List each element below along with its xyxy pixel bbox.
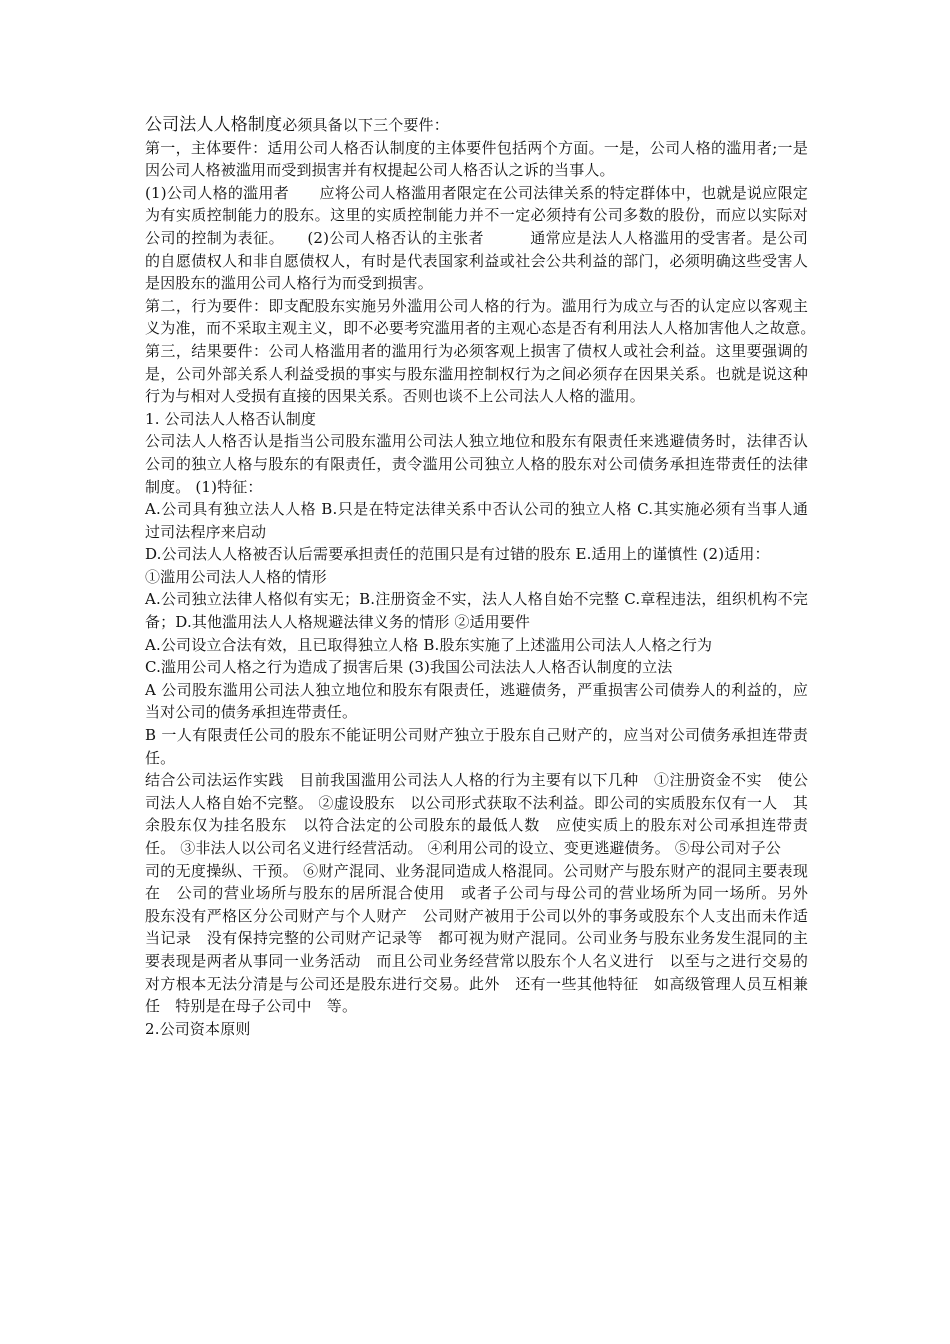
paragraph-13: 结合公司法运作实践 目前我国滥用公司法人人格的行为主要有以下几种 ①注册资金不实 使公司法人人格自始不完整。 ②虚设股东 以公司形式获取不法利益。即公司的实质股东仅有一人 其余股东仅为挂名股东 以符合法定的公司股东的最低人数 应使实质上的股东对公司承担连带责任。 ③非法人以公司名义进行经营活动。 ④利用公司的设立、变更逃避债务。 ⑤母公司对子公 [145,771,808,857]
document-title [145,114,808,137]
paragraph-14: 司的无度操纵、干预。 ⑥财产混同、业务混同造成人格混同。公司财产与股东财产的混同主要表现在 公司的营业场所与股东的居所混合使用 或者子公司与母公司的营业场所为同一场所。另外 股东没有严格区分公司财产与个人财产 公司财产被用于公司以外的事务或股东个人支出而未作适当记录 没有保持完整的公司财产记录等 都可视为财产混同。公司业务与股东业务发生混同的主要表现是两者从事同一业务活动 而且公司业务经营常以股东个人名义进行 以至与之进行交易的对方根本无法分清是与公司还是股东进行交易。此外 还有一些其他特征 如高级管理人员互相兼任 特别是在母子公司中 等。 [145,861,824,1016]
paragraph-1: 第一，主体要件：适用公司人格否认制度的主体要件包括两个方面。一是，公司人格的滥用者;一是因公司人格被滥用而受到损害并有权提起公司人格否认之诉的当事人。 [145,138,808,180]
paragraph-5: A.公司具有独立法人人格 B.只是在特定法律关系中否认公司的独立人格 C.其实施必须有当事人通过司法程序来启动 [145,500,808,541]
paragraph-11: A 公司股东滥用公司法人独立地位和股东有限责任，逃避债务，严重损害公司债券人的利益的，应当对公司的债务承担连带责任。 [145,680,808,722]
paragraph-6: D.公司法人人格被否认后需要承担责任的范围只是有过错的股东 E.适用上的谨慎性 (2)适用： [145,545,770,564]
section-heading-1: 1. 公司法人人格否认制度 [145,409,317,428]
paragraph-9: A.公司设立合法有效，且已取得独立人格 B.股东实施了上述滥用公司法人人格之行为 [145,635,713,654]
document-body [145,114,824,1040]
paragraph-12: B 一人有限责任公司的股东不能证明公司财产独立于股东自己财产的，应当对公司债务承担连带责任。 [145,726,808,767]
paragraph-7: ①滥用公司法人人格的情形 [145,567,327,586]
title-main: 公司法人人格制度 [145,115,283,135]
paragraph-4: 公司法人人格否认是指当公司股东滥用公司法人独立地位和股东有限责任来逃避债务时，法律否认公司的独立人格与股东的有限责任，责令滥用公司独立人格的股东对公司债务承担连带责任的法律制度。 (1)特征： [145,432,808,496]
paragraph-2: (1)公司人格的滥用者 应将公司人格滥用者限定在公司法律关系的特定群体中，也就是说应限定为有实质控制能力的股东。这里的实质控制能力并不一定必须持有公司多数的股份，而应以实际对公司的控制为表征。 (2)公司人格否认的主张者 通常应是法人人格滥用的受害者。是公司的自愿债权人和非自愿债权人，有时是代表国家利益或社会公共利益的部门，必须明确这些受害人是因股东的滥用公司人格行为而受到损害。 [145,183,808,293]
paragraph-3: 第二，行为要件：即支配股东实施另外滥用公司人格的行为。滥用行为成立与否的认定应以客观主义为准，而不采取主观主义，即不必要考究滥用者的主观心态是否有利用法人人格加害他人之故意。 第三，结果要件：公司人格滥用者的滥用行为必须客观上损害了债权人或社会利益。这里要强调的是，公司外部关系人利益受损的事实与股东滥用控制权行为之间必须存在因果关系。也就是说这种行为与相对人受损有直接的因果关系。否则也谈不上公司法人人格的滥用。 [145,296,824,406]
section-heading-2: 2.公司资本原则 [145,1019,251,1038]
paragraph-10: C.滥用公司人格之行为造成了损害后果 (3)我国公司法法人人格否认制度的立法 [145,658,673,677]
title-rest: 必须具备以下三个要件： [282,116,449,134]
paragraph-8: A.公司独立法律人格似有实无；B.注册资金不实，法人人格自始不完整 C.章程违法，组织机构不完备；D.其他滥用法人人格规避法律义务的情形 ②适用要件 [145,590,808,632]
